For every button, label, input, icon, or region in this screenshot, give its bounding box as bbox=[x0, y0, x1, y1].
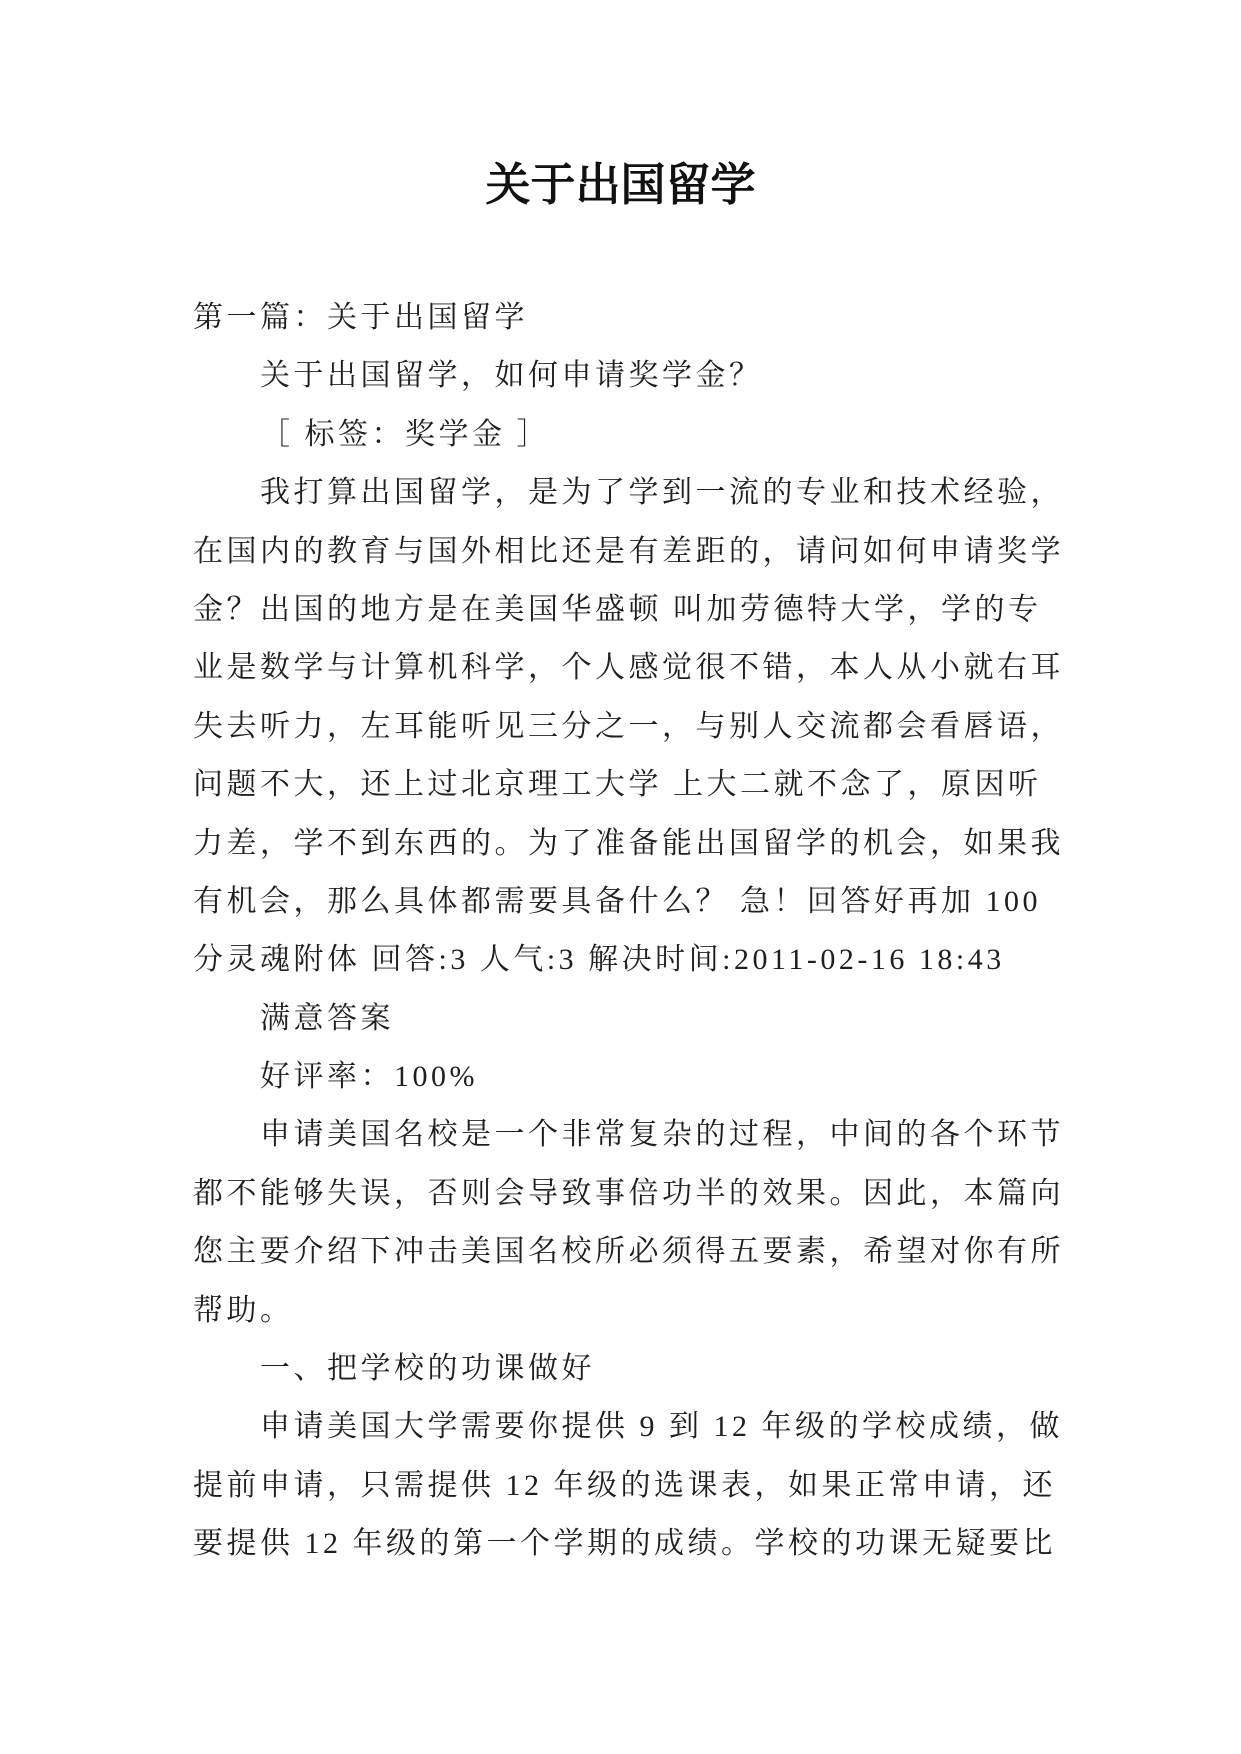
point-1-line: 提前申请，只需提供 12 年级的选课表，如果正常申请，还 bbox=[193, 1468, 1056, 1502]
point-1-line: 要提供 12 年级的第一个学期的成绩。学校的功课无疑要比 bbox=[193, 1527, 1056, 1561]
question-body-line: 我打算出国留学，是为了学到一流的专业和技术经验， bbox=[260, 476, 1064, 510]
question-body-line: 力差，学不到东西的。为了准备能出国留学的机会，如果我 bbox=[193, 826, 1064, 860]
answer-intro-line: 都不能够失误，否则会导致事倍功半的效果。因此，本篇向 bbox=[193, 1176, 1064, 1210]
question-body-line: 在国内的教育与国外相比还是有差距的，请问如何申请奖学 bbox=[193, 534, 1064, 568]
tag-line: ［ 标签：奖学金 ］ bbox=[260, 417, 550, 451]
question-body-line: 失去听力，左耳能听见三分之一，与别人交流都会看唇语， bbox=[193, 709, 1064, 743]
rating-block bbox=[193, 1048, 1093, 1106]
document-title: 关于出国留学 bbox=[485, 158, 756, 211]
document-body bbox=[193, 289, 1093, 1574]
answer-intro bbox=[193, 1106, 1093, 1340]
tag-block bbox=[193, 406, 1093, 464]
question-title-block bbox=[193, 347, 1093, 405]
question-body-line: 业是数学与计算机科学，个人感觉很不错，本人从小就右耳 bbox=[193, 651, 1064, 685]
best-answer-label: 满意答案 bbox=[260, 1001, 394, 1035]
section-heading: 第一篇：关于出国留学 bbox=[193, 301, 528, 334]
question-body-line: 有机会，那么具体都需要具备什么？ 急！回答好再加 100 bbox=[193, 884, 1041, 918]
question-body-line: 金？出国的地方是在美国华盛顿 叫加劳德特大学，学的专 bbox=[193, 592, 1042, 626]
point-1-body bbox=[193, 1398, 1093, 1573]
section-heading-block bbox=[193, 289, 1093, 347]
answer-intro-line: 申请美国名校是一个非常复杂的过程，中间的各个环节 bbox=[260, 1118, 1064, 1152]
question-body bbox=[193, 464, 1093, 990]
point-1-line: 申请美国大学需要你提供 9 到 12 年级的学校成绩，做 bbox=[260, 1410, 1063, 1444]
point-1-heading-block bbox=[193, 1340, 1093, 1398]
question-meta-line: 分灵魂附体 回答:3 人气:3 解决时间:2011-02-16 18:43 bbox=[193, 943, 1005, 977]
question-body-line: 问题不大，还上过北京理工大学 上大二就不念了，原因听 bbox=[193, 768, 1042, 802]
point-1-heading: 一、把学校的功课做好 bbox=[260, 1352, 595, 1386]
answer-intro-line: 帮助。 bbox=[193, 1293, 294, 1327]
rating-line: 好评率：100% bbox=[260, 1060, 478, 1094]
best-answer-block bbox=[193, 990, 1093, 1048]
question-title: 关于出国留学，如何申请奖学金？ bbox=[260, 359, 763, 393]
answer-intro-line: 您主要介绍下冲击美国名校所必须得五要素，希望对你有所 bbox=[193, 1235, 1064, 1269]
